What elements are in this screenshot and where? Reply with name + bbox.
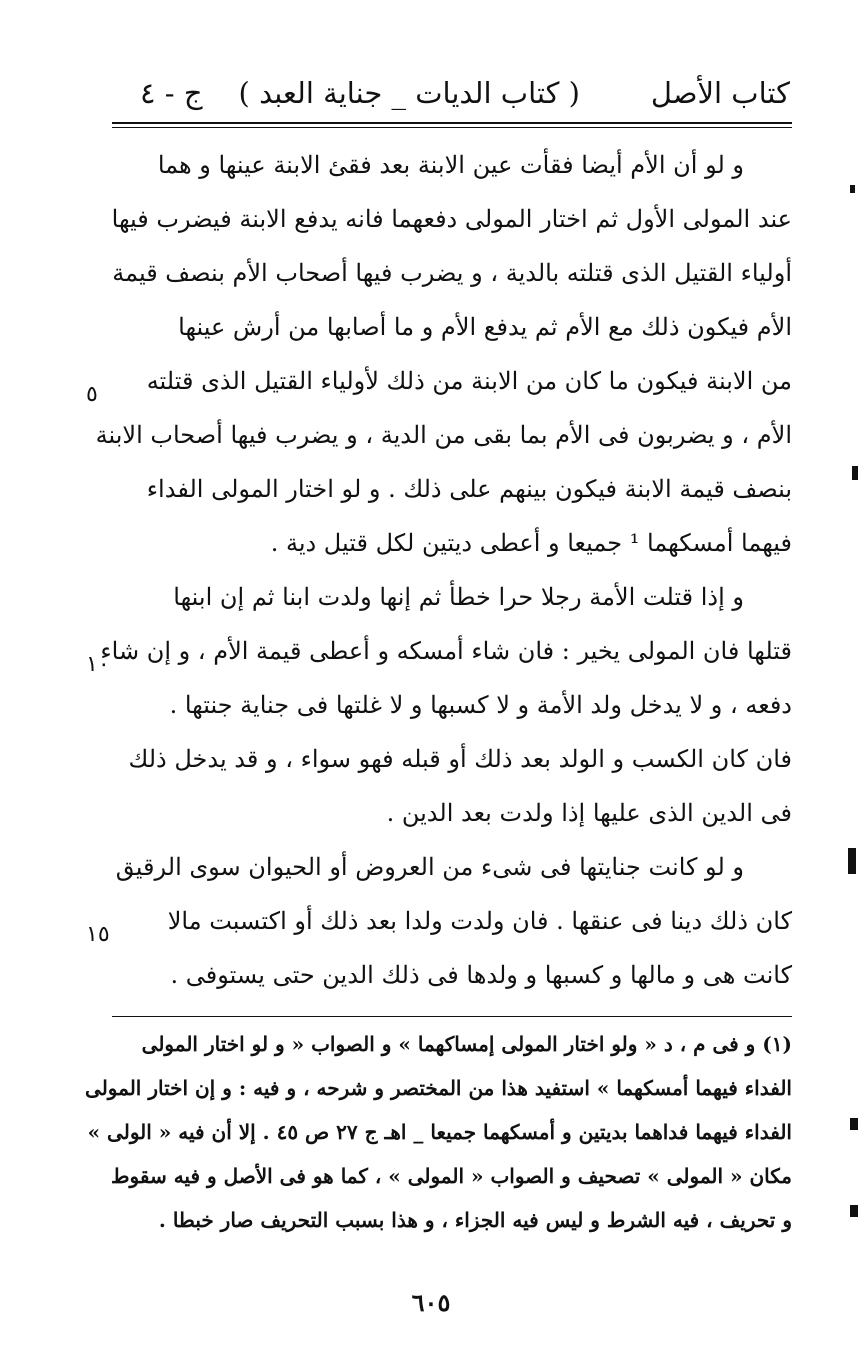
text-line: من الابنة فيكون ما كان من الابنة من ذلك لأولياء القتيل الذى قتلته bbox=[146, 367, 792, 395]
scan-mark bbox=[852, 466, 858, 480]
line-number-5: ٥ bbox=[86, 382, 98, 407]
text-line: أولياء القتيل الذى قتلته بالدية ، و يضرب فيها أصحاب الأم بنصف قيمة bbox=[112, 259, 792, 287]
section-title: ( كتاب الديات _ جناية العبد ) bbox=[238, 76, 580, 110]
scan-mark bbox=[850, 185, 855, 193]
line-number-15: ١٥ bbox=[86, 922, 110, 947]
header-rule bbox=[112, 122, 792, 124]
text-line: و إذا قتلت الأمة رجلا حرا خطأ ثم إنها ولدت ابنا ثم إن ابنها bbox=[173, 583, 744, 611]
scan-mark bbox=[848, 848, 856, 874]
text-line: و لو كانت جنايتها فى شىء من العروض أو الحيوان سوى الرقيق bbox=[115, 853, 744, 881]
text-line: فى الدين الذى عليها إذا ولدت بعد الدين . bbox=[386, 799, 792, 827]
text-line: الأم فيكون ذلك مع الأم ثم يدفع الأم و ما أصابها من أرش عينها bbox=[178, 313, 792, 341]
text-line: و لو أن الأم أيضا فقأت عين الابنة بعد فقئ الابنة عينها و هما bbox=[157, 151, 744, 179]
page-number: ٦٠٥ bbox=[411, 1288, 451, 1317]
footnote-line: الفداء فيهما فداهما بديتين و أمسكهما جميعا _ اهـ ج ٢٧ ص ٤٥ . إلا أن فيه « الولى » bbox=[87, 1120, 792, 1144]
text-line: قتلها فان المولى يخير : فان شاء أمسكه و أعطى قيمة الأم ، و إن شاء bbox=[100, 637, 792, 665]
text-line: فان كان الكسب و الولد بعد ذلك أو قبله فهو سواء ، و قد يدخل ذلك bbox=[128, 745, 792, 773]
text-line: فيهما أمسكهما ¹ جميعا و أعطى ديتين لكل قتيل دية . bbox=[270, 529, 792, 557]
running-header bbox=[110, 70, 790, 122]
book-title: كتاب الأصل bbox=[650, 76, 790, 110]
footnote-line: (١) و فى م ، د « ولو اختار المولى إمساكهما » و الصواب « و لو اختار المولى bbox=[141, 1032, 792, 1056]
scan-mark bbox=[850, 1205, 858, 1217]
text-line: كان ذلك دينا فى عنقها . فان ولدت ولدا بعد ذلك أو اكتسبت مالا bbox=[167, 907, 792, 935]
text-line: كانت هى و مالها و كسبها و ولدها فى ذلك الدين حتى يستوفى . bbox=[170, 961, 792, 989]
text-line: الأم ، و يضربون فى الأم بما بقى من الدية ، و يضرب فيها أصحاب الابنة bbox=[95, 421, 792, 449]
text-line: بنصف قيمة الابنة فيكون بينهم على ذلك . و لو اختار المولى الفداء bbox=[146, 475, 792, 503]
footnote-line: مكان « المولى » تصحيف و الصواب « المولى » ، كما هو فى الأصل و فيه سقوط bbox=[111, 1164, 792, 1188]
header-rule-thin bbox=[112, 127, 792, 128]
scan-mark bbox=[850, 1118, 858, 1130]
footnote bbox=[85, 1022, 792, 1242]
text-line: عند المولى الأول ثم اختار المولى دفعهما فانه يدفع الابنة فيضرب فيها bbox=[111, 205, 792, 233]
footnote-line: الفداء فيهما أمسكهما » استفيد هذا من المختصر و شرحه ، و فيه : و إن اختار المولى bbox=[85, 1076, 792, 1100]
line-number-10: ١٠ bbox=[86, 652, 110, 677]
footnote-line: و تحريف ، فيه الشرط و ليس فيه الجزاء ، و هذا بسبب التحريف صار خبطا . bbox=[158, 1208, 792, 1232]
footnote-rule bbox=[112, 1016, 792, 1017]
volume-label: ج - ٤ bbox=[140, 76, 203, 110]
text-line: دفعه ، و لا يدخل ولد الأمة و لا كسبها و لا غلتها فى جناية جنتها . bbox=[169, 691, 792, 719]
